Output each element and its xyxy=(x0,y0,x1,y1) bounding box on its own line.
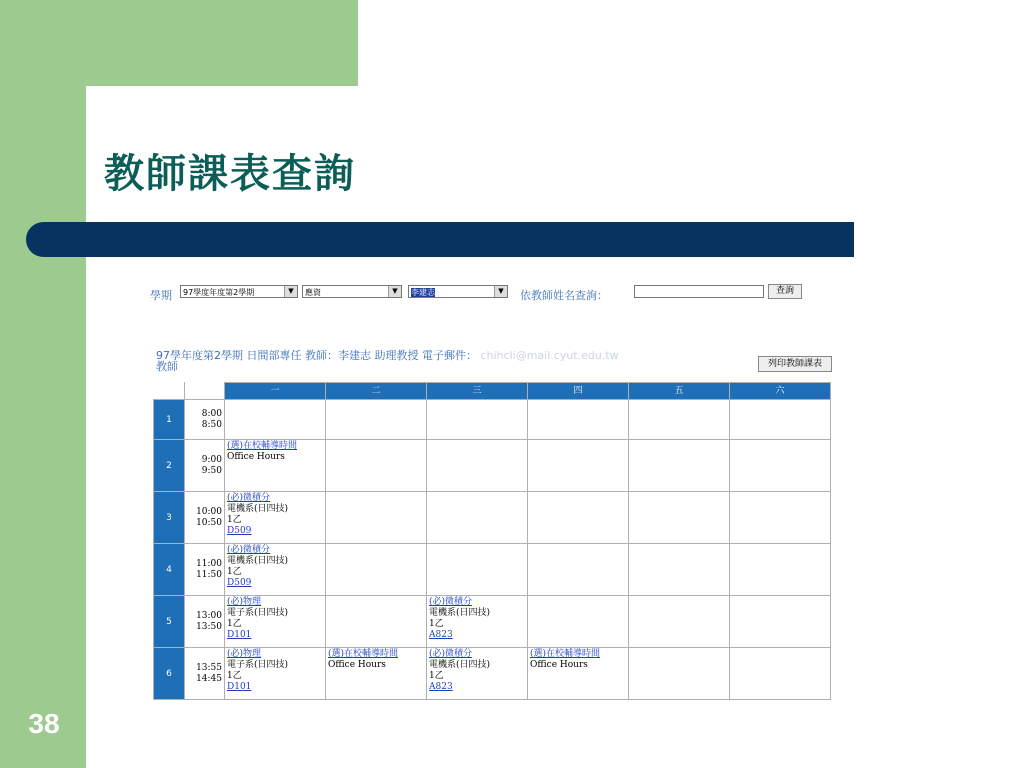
schedule-cell xyxy=(629,596,730,648)
schedule-cell xyxy=(427,440,528,492)
schedule-screenshot xyxy=(150,278,850,704)
course-text: 電機系(日四技) xyxy=(429,608,491,618)
schedule-cell xyxy=(326,596,427,648)
schedule-cell xyxy=(326,492,427,544)
course-text: Office Hours xyxy=(530,660,588,670)
table-row xyxy=(154,400,831,440)
teacher-select[interactable] xyxy=(408,285,508,298)
period-start-time: 10:00 xyxy=(196,506,222,517)
day-header: 一 xyxy=(225,383,326,400)
period-end-time: 10:50 xyxy=(196,517,222,528)
course-text: 電機系(日四技) xyxy=(227,504,289,514)
period-number: 3 xyxy=(154,492,185,544)
semester-select-value: 97學度年度第2學期 xyxy=(183,288,255,297)
course-link[interactable]: (必)物理 xyxy=(227,649,262,659)
department-select[interactable] xyxy=(302,285,402,298)
course-link[interactable]: (必)微積分 xyxy=(227,545,271,555)
course-text: 1乙 xyxy=(429,671,444,681)
schedule-cell xyxy=(629,440,730,492)
teacher-select-value: 李建志 xyxy=(411,288,435,297)
course-text: Office Hours xyxy=(227,452,285,462)
course-text: 1乙 xyxy=(227,619,242,629)
schedule-cell xyxy=(629,648,730,700)
day-header: 三 xyxy=(427,383,528,400)
day-header: 二 xyxy=(326,383,427,400)
semester-info-line1: 97學年度第2學期 日間部專任 教師：李建志 助理教授 電子郵件： chihcli@mail.cyut.edu.tw xyxy=(156,349,619,362)
period-end-time: 13:50 xyxy=(196,621,222,632)
period-end-time: 14:45 xyxy=(196,673,222,684)
schedule-cell xyxy=(629,400,730,440)
course-link[interactable]: D509 xyxy=(227,526,252,536)
course-link[interactable]: A823 xyxy=(429,682,453,692)
slide-number: 38 xyxy=(28,708,60,739)
period-time xyxy=(185,440,225,492)
period-number: 2 xyxy=(154,440,185,492)
table-row xyxy=(154,544,831,596)
semester-info xyxy=(156,350,619,372)
slide-title: 教師課表查詢 xyxy=(104,150,356,197)
schedule-cell xyxy=(528,492,629,544)
corner-cell xyxy=(185,383,225,400)
title-underline-bar xyxy=(26,222,854,257)
course-text: 電子系(日四技) xyxy=(227,660,289,670)
course-text: 1乙 xyxy=(429,619,444,629)
schedule-cell xyxy=(528,440,629,492)
period-start-time: 13:55 xyxy=(196,662,222,673)
chevron-down-icon[interactable]: ▼ xyxy=(494,286,507,297)
course-text: 1乙 xyxy=(227,671,242,681)
chevron-down-icon[interactable]: ▼ xyxy=(284,286,297,297)
day-header: 六 xyxy=(730,383,831,400)
period-number: 4 xyxy=(154,544,185,596)
course-link[interactable]: (必)物理 xyxy=(227,597,262,607)
table-row xyxy=(154,648,831,700)
schedule-cell xyxy=(225,400,326,440)
course-link[interactable]: (必)微積分 xyxy=(429,597,473,607)
email-address[interactable]: chihcli@mail.cyut.edu.tw xyxy=(480,349,619,362)
semester-info-line2: 教師 xyxy=(156,360,178,373)
course-text: 1乙 xyxy=(227,567,242,577)
period-start-time: 8:00 xyxy=(201,408,222,419)
period-time xyxy=(185,596,225,648)
print-schedule-button[interactable]: 列印教師課表 xyxy=(758,356,832,372)
schedule-cell xyxy=(225,492,326,544)
period-start-time: 13:00 xyxy=(196,610,222,621)
period-time xyxy=(185,400,225,440)
schedule-cell xyxy=(528,596,629,648)
schedule-cell xyxy=(427,400,528,440)
course-link[interactable]: D101 xyxy=(227,630,252,640)
schedule-cell xyxy=(326,440,427,492)
course-text: 電機系(日四技) xyxy=(429,660,491,670)
course-link[interactable]: (必)微積分 xyxy=(227,493,271,503)
green-sidebar-strip xyxy=(0,0,86,768)
schedule-cell xyxy=(629,492,730,544)
period-end-time: 9:50 xyxy=(201,465,222,476)
department-select-value: 應資 xyxy=(305,288,321,297)
semester-label: 學期 xyxy=(150,289,172,302)
query-button[interactable]: 查詢 xyxy=(768,284,802,299)
chevron-down-icon[interactable]: ▼ xyxy=(388,286,401,297)
course-text: 電機系(日四技) xyxy=(227,556,289,566)
schedule-cell xyxy=(225,440,326,492)
schedule-cell xyxy=(629,544,730,596)
schedule-cell xyxy=(225,544,326,596)
schedule-table xyxy=(153,382,831,700)
course-link[interactable]: (必)微積分 xyxy=(429,649,473,659)
schedule-cell xyxy=(730,544,831,596)
course-link[interactable]: D509 xyxy=(227,578,252,588)
course-link[interactable]: D101 xyxy=(227,682,252,692)
course-text: 1乙 xyxy=(227,515,242,525)
schedule-cell xyxy=(225,648,326,700)
day-header-row xyxy=(154,383,831,400)
corner-cell xyxy=(154,383,185,400)
schedule-cell xyxy=(730,596,831,648)
name-query-label: 依教師姓名查詢： xyxy=(520,289,608,302)
filter-row xyxy=(150,284,850,302)
schedule-cell xyxy=(326,544,427,596)
schedule-cell xyxy=(528,544,629,596)
period-end-time: 8:50 xyxy=(201,419,222,430)
schedule-cell xyxy=(528,648,629,700)
semester-select[interactable] xyxy=(180,285,298,298)
schedule-cell xyxy=(528,400,629,440)
schedule-cell xyxy=(730,440,831,492)
content-area-corner xyxy=(86,86,146,146)
schedule-cell xyxy=(326,648,427,700)
table-row xyxy=(154,492,831,544)
period-time xyxy=(185,544,225,596)
course-text: Office Hours xyxy=(328,660,386,670)
period-start-time: 11:00 xyxy=(196,558,222,569)
period-time xyxy=(185,648,225,700)
period-time xyxy=(185,492,225,544)
schedule-cell xyxy=(730,492,831,544)
course-text: 電子系(日四技) xyxy=(227,608,289,618)
schedule-cell xyxy=(326,400,427,440)
period-number: 1 xyxy=(154,400,185,440)
period-end-time: 11:50 xyxy=(196,569,222,580)
period-number: 6 xyxy=(154,648,185,700)
table-row xyxy=(154,440,831,492)
day-header: 五 xyxy=(629,383,730,400)
table-row xyxy=(154,596,831,648)
course-link[interactable]: A823 xyxy=(429,630,453,640)
period-number: 5 xyxy=(154,596,185,648)
course-link[interactable]: (選)在校輔導時間 xyxy=(227,441,298,451)
course-link[interactable]: (選)在校輔導時間 xyxy=(328,649,399,659)
day-header: 四 xyxy=(528,383,629,400)
schedule-cell xyxy=(427,492,528,544)
schedule-cell xyxy=(225,596,326,648)
period-start-time: 9:00 xyxy=(201,454,222,465)
teacher-name-input[interactable] xyxy=(634,285,764,298)
schedule-cell xyxy=(427,596,528,648)
schedule-cell xyxy=(427,544,528,596)
schedule-cell xyxy=(730,400,831,440)
course-link[interactable]: (選)在校輔導時間 xyxy=(530,649,601,659)
schedule-cell xyxy=(730,648,831,700)
schedule-cell xyxy=(427,648,528,700)
